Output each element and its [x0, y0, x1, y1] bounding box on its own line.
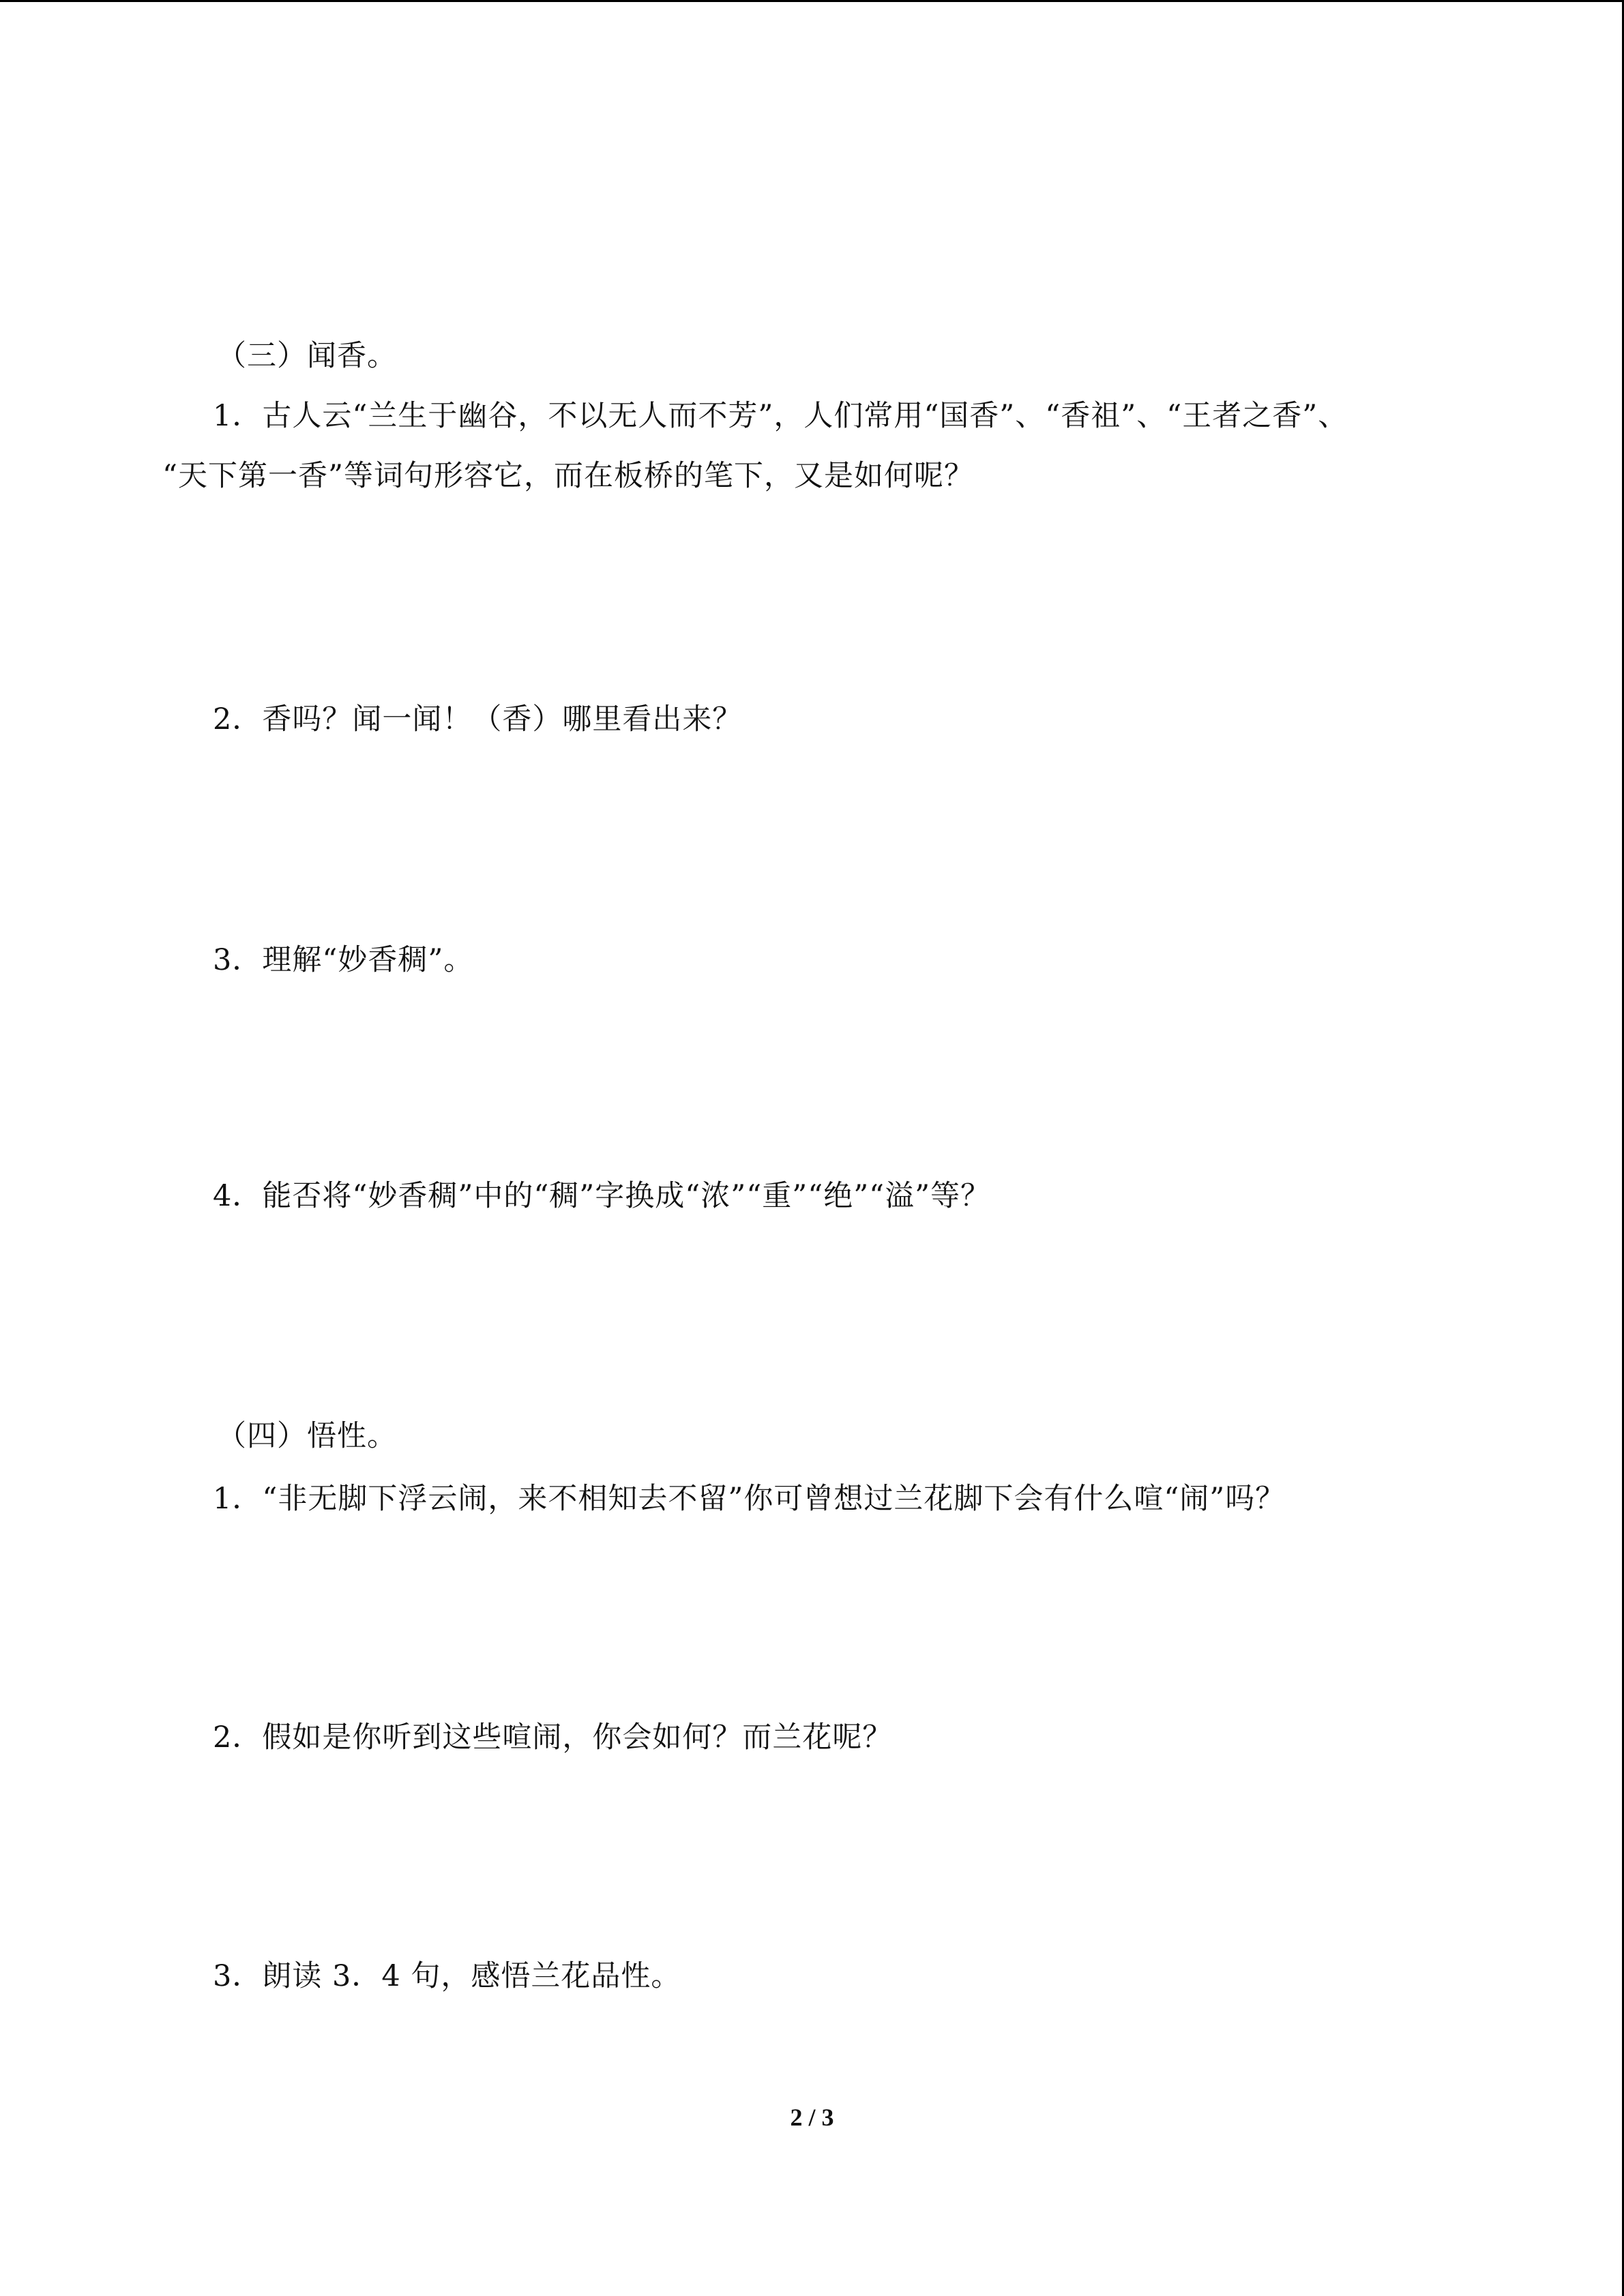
question-text-continuation: “天下第一香”等词句形容它，而在板桥的笔下，又是如何呢？	[162, 459, 974, 493]
question-text: 1．“非无脚下浮云闹，来不相知去不留”你可曾想过兰花脚下会有什么喧“闹”吗？	[213, 1482, 1286, 1516]
question-text: 2．香吗？闻一闻！（香）哪里看出来？	[213, 702, 743, 736]
question-text: 1．古人云“兰生于幽谷，不以无人而不芳”，人们常用“国香”、“香祖”、“王者之香”、	[213, 399, 1348, 433]
question-text: 3．朗读 3．4 句，感悟兰花品性。	[213, 1959, 681, 1993]
question-text: 2．假如是你听到这些喧闹，你会如何？而兰花呢？	[213, 1720, 893, 1755]
page-number: 2 / 3	[790, 2104, 834, 2131]
section-heading-insight: （四）悟性。	[217, 1419, 397, 1453]
question-text: 4．能否将“妙香稠”中的“稠”字换成“浓”“重”“绝”“溢”等？	[213, 1179, 991, 1213]
top-border-line	[0, 0, 1624, 2]
question-text: 3．理解“妙香稠”。	[213, 943, 474, 977]
section-heading-smell: （三）闻香。	[217, 339, 397, 373]
